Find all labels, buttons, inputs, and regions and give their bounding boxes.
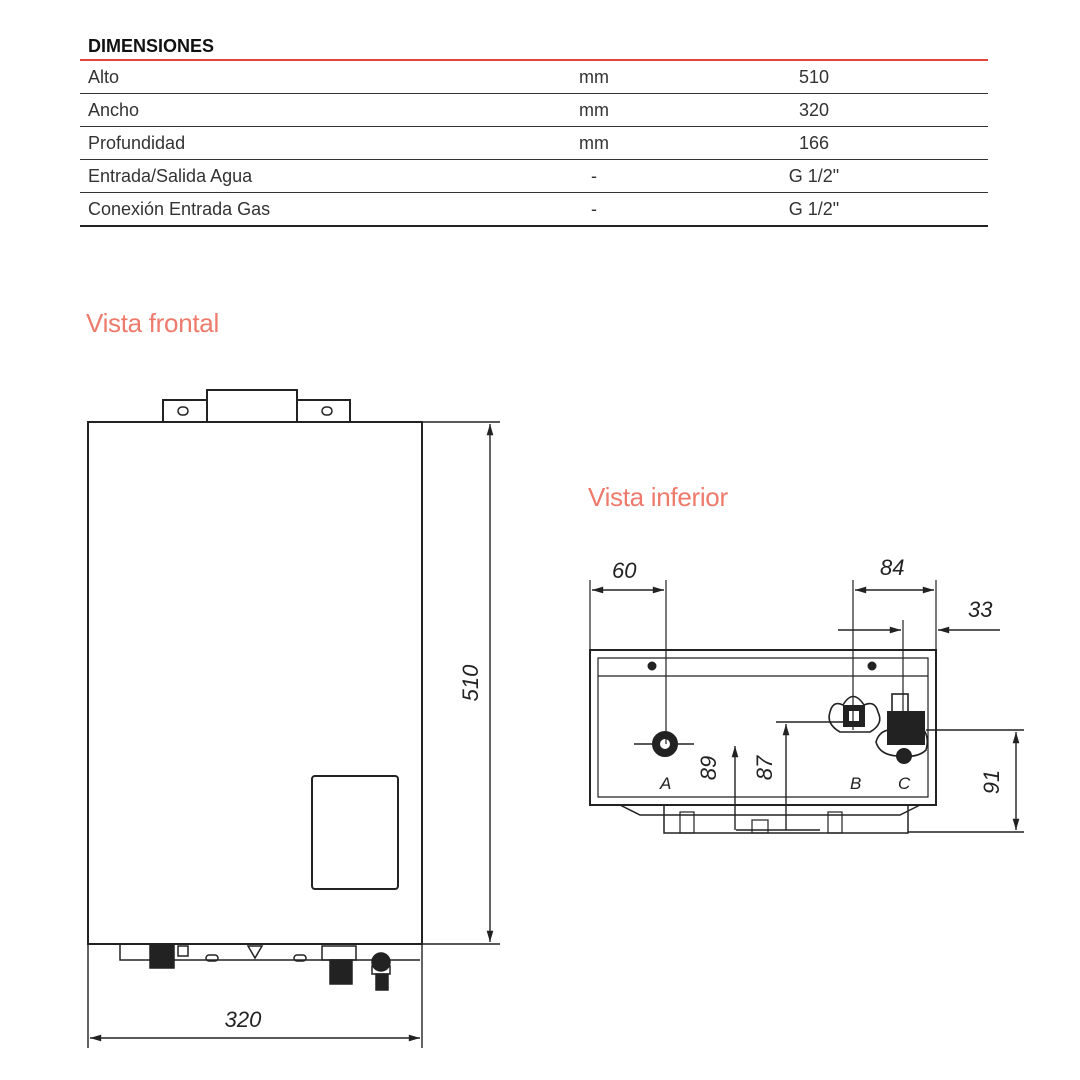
bottom-view-title: Vista inferior — [588, 482, 728, 512]
mounting-bracket — [163, 390, 350, 422]
row-value: 320 — [798, 99, 830, 120]
row-value: G 1/2" — [788, 165, 840, 186]
dim-bc-spacing-label: 84 — [880, 555, 905, 580]
bottom-view-drawing — [590, 580, 1024, 833]
dim-a-height-label: 89 — [696, 755, 721, 781]
row-value: 166 — [798, 132, 830, 153]
dim-b-height-label: 87 — [752, 755, 777, 781]
row-unit: - — [591, 165, 597, 186]
row-unit: - — [591, 198, 597, 219]
row-value: G 1/2" — [788, 198, 840, 219]
row-label: Profundidad — [88, 132, 186, 153]
bottom-connections — [120, 944, 420, 990]
row-unit: mm — [579, 99, 609, 120]
row-label: Conexión Entrada Gas — [88, 198, 271, 219]
row-label: Ancho — [88, 99, 140, 120]
connection-c-label: C — [898, 774, 911, 793]
dim-a-offset-label: 60 — [612, 558, 637, 583]
dim-c-offset-label: 33 — [968, 597, 993, 622]
row-unit: mm — [579, 66, 609, 87]
front-view-title: Vista frontal — [86, 308, 219, 338]
row-label: Alto — [88, 66, 120, 87]
bottom-view-outline — [590, 650, 936, 805]
height-label: 510 — [458, 664, 483, 702]
row-value: 510 — [798, 66, 830, 87]
width-label: 320 — [224, 1007, 262, 1032]
row-unit: mm — [579, 132, 609, 153]
heater-body — [88, 422, 422, 944]
dimensions-title: DIMENSIONES — [80, 34, 988, 61]
dim-c-height-label: 91 — [979, 769, 1004, 795]
connection-b-label: B — [850, 774, 862, 793]
connection-a-label: A — [660, 774, 672, 793]
row-label: Entrada/Salida Agua — [88, 165, 253, 186]
front-view-drawing — [88, 390, 500, 1048]
